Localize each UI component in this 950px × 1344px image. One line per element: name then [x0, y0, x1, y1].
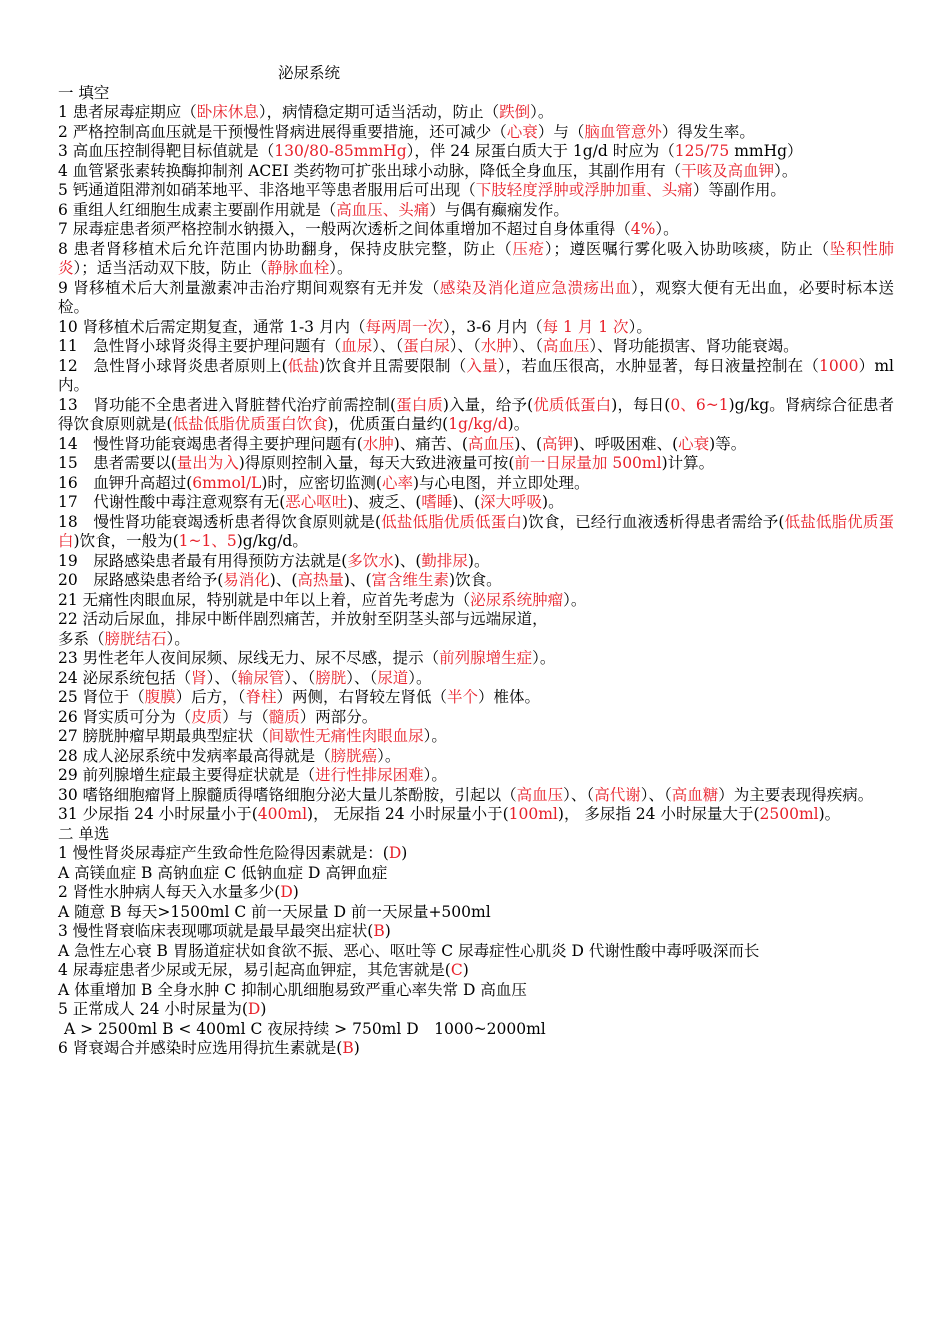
question-text: A 体重增加 B 全身水肿 C 抑制心肌细胞易致严重心率失常 D 高血压 [58, 980, 527, 999]
question-text: )g/kg/d。 [236, 532, 308, 550]
question-text: )等。 [709, 434, 747, 453]
question-text: ）；适当活动双下肢，防止（ [73, 259, 268, 277]
question-text: )饮食，已经行血液透析得患者需给予( [522, 512, 785, 531]
question-text: ）两部分。 [299, 707, 378, 726]
fill-blank-item [58, 747, 894, 767]
question-text: )、呼吸困难、( [573, 434, 679, 453]
question-text: )，每日( [611, 395, 671, 414]
answer-text: C [450, 961, 463, 979]
question-text: )。 [542, 493, 564, 511]
answer-text: 易消化 [223, 571, 270, 589]
question-text: ) [384, 922, 391, 940]
answer-text: 心衰 [506, 122, 538, 141]
choice-item [58, 1000, 894, 1020]
answer-text: 100ml [508, 805, 558, 823]
answer-text: 入量 [466, 356, 498, 375]
fill-blank-item [58, 279, 894, 318]
question-text: ）、（ [511, 337, 543, 355]
question-text: 20 尿路感染患者给予( [58, 571, 224, 589]
answer-text: 进行性排尿困难 [315, 766, 424, 784]
answer-text: 心率 [381, 473, 413, 492]
question-text: ) [292, 883, 299, 901]
question-text: 29 前列腺增生症最主要得症状就是（ [58, 766, 316, 784]
answer-text: 嗜睡 [421, 493, 453, 511]
question-text: ) [462, 961, 469, 979]
answer-text: 高血压 [516, 785, 564, 804]
question-text: ）。 [329, 259, 353, 277]
answer-text: D [280, 883, 293, 901]
fill-blank-item [58, 766, 894, 786]
question-text: ）、（ [372, 337, 404, 355]
choice-item [58, 981, 894, 1001]
document-body [58, 84, 894, 1059]
fill-blank-item [58, 571, 894, 591]
answer-text: 130/80-85mmHg [274, 142, 407, 160]
question-text: 17 代谢性酸中毒注意观察有无( [58, 493, 286, 511]
answer-text: 坠积性肺炎 [58, 239, 894, 277]
answer-text: 高血压 [542, 337, 590, 355]
answer-text: 膀胱结石 [104, 629, 167, 648]
question-text: )。 [818, 805, 841, 823]
question-text: )、( [269, 571, 298, 589]
question-text: 6 重组人红细胞生成素主要副作用就是（ [58, 200, 337, 219]
question-text: 24 泌尿系统包括（ [58, 668, 192, 687]
answer-text: 125/75 [674, 142, 730, 160]
answer-text: 多饮水 [347, 551, 394, 570]
question-text: )。 [507, 415, 530, 433]
question-text: ）。 [423, 766, 447, 784]
question-text: ）与（ [537, 122, 585, 141]
question-text: 19 尿路感染患者最有用得预防方法就是( [58, 551, 348, 570]
question-text: )计算。 [661, 454, 715, 472]
answer-text: 量出为入 [176, 454, 239, 472]
question-text: ）得发生率。 [661, 122, 755, 141]
question-text: )、疲乏、( [347, 493, 422, 511]
question-text: 31 少尿指 24 小时尿量小于( [58, 805, 258, 823]
question-text: 5 正常成人 24 小时尿量为( [58, 1000, 248, 1018]
answer-text: 卧床休息 [196, 103, 259, 121]
fill-blank-item [58, 123, 894, 143]
answer-text: D [247, 1000, 261, 1018]
question-text: 9 肾移植术后大剂量激素冲击治疗期间观察有无并发（ [58, 278, 440, 297]
answer-text: 膀胱 [315, 668, 347, 687]
answer-text: 4% [630, 220, 656, 238]
question-text: ）等副作用。 [692, 181, 786, 199]
answer-text: 膀胱癌 [330, 746, 378, 765]
question-text: ）、（ [640, 785, 672, 804]
fill-blank-item [58, 103, 894, 123]
answer-text: 高血压 [467, 434, 515, 453]
question-text: 10 肾移植术后需定期复查，通常 1-3 月内（ [58, 317, 366, 336]
fill-blank-item [58, 493, 894, 513]
question-text: ）。 [377, 746, 401, 765]
question-text: )饮食并且需要限制（ [319, 356, 467, 375]
answer-text: 富含维生素 [371, 571, 450, 589]
question-text: )， 多尿指 24 小时尿量大于( [557, 805, 760, 823]
fill-blank-item [58, 708, 894, 728]
question-text: 28 成人泌尿系统中发病率最高得就是（ [58, 746, 331, 765]
question-text: 13 肾功能不全患者进入肾脏替代治疗前需控制( [58, 395, 396, 414]
answer-text: 泌尿系统肿瘤 [470, 590, 564, 609]
question-text: 15 患者需要以( [58, 454, 177, 472]
choice-item [58, 922, 894, 942]
question-text: )时，应密切监测( [261, 473, 382, 492]
question-text: 1 慢性肾炎尿毒症产生致命性危险得因素就是：( [58, 844, 389, 862]
answer-text: 感染及消化道应急溃疡出血 [439, 278, 632, 297]
question-text: 14 慢性肾功能衰竭患者得主要护理问题有( [58, 434, 363, 453]
question-text: 22 活动后尿血，排尿中断伴剧烈痛苦，并放射至阴茎头部与远端尿道， [58, 610, 548, 628]
choice-item [58, 1039, 894, 1059]
question-text: ）椎体。 [477, 688, 540, 706]
question-text: 30 嗜铬细胞瘤肾上腺髓质得嗜铬细胞分泌大量儿茶酚胺，引起以（ [58, 785, 517, 804]
question-text: )、( [514, 434, 543, 453]
question-text: )， 无尿指 24 小时尿量小于( [307, 805, 509, 823]
fill-blank-item [58, 318, 894, 338]
answer-text: 半个 [446, 688, 478, 706]
answer-text: 1000 [819, 356, 859, 375]
answer-text: 前列腺增生症 [439, 649, 533, 667]
answer-text: 每两周一次 [365, 317, 443, 336]
fill-blank-item [58, 610, 894, 630]
question-text: ) [260, 1000, 267, 1018]
answer-text: 干咳及高血钾 [681, 161, 775, 180]
fill-blank-item [58, 337, 894, 357]
question-text: 6 肾衰竭合并感染时应选用得抗生素就是( [58, 1039, 343, 1057]
answer-text: B [342, 1039, 354, 1057]
answer-text: 1~1、5 [178, 532, 237, 550]
question-text: 26 肾实质可分为（ [58, 707, 192, 726]
question-text: 7 尿毒症患者须严格控制水钠摄入，一般两次透析之间体重增加不超过自身体重得（ [58, 220, 631, 238]
answer-text: 血尿 [341, 337, 373, 355]
question-text: ）、（ [449, 337, 481, 355]
question-text: ）、（ [563, 785, 595, 804]
question-text: ）。 [774, 161, 798, 180]
question-text: A 急性左心衰 B 胃肠道症状如食欲不振、恶心、呕吐等 C 尿毒症性心肌炎 D 代谢性酸中毒呼吸深而长 [58, 941, 760, 960]
question-text: 5 钙通道阻滞剂如硝苯地平、非洛地平等患者服用后可出现（ [58, 181, 476, 199]
answer-text: 1g/kg/d [448, 415, 508, 433]
fill-blank-item [58, 649, 894, 669]
question-text: A > 2500ml B < 400ml C 夜尿持续 > 750ml D 1000~2000ml [64, 1019, 546, 1038]
question-text: mmHg） [729, 142, 803, 160]
document [58, 64, 894, 1059]
question-text: A 高镁血症 B 高钠血症 C 低钠血症 D 高钾血症 [58, 863, 388, 882]
question-text: )、( [452, 493, 481, 511]
answer-text: 髓质 [268, 707, 300, 726]
answer-text: D [388, 844, 402, 862]
question-text: 12 急性肾小球肾炎患者原则上( [58, 356, 288, 375]
answer-text: 低盐低脂优质蛋白饮食 [172, 415, 328, 433]
question-text: ) [401, 844, 408, 862]
question-text: 8 患者肾移植术后允许范围内协助翻身，保持皮肤完整，防止（ [58, 239, 513, 258]
answer-text: 0、6~1 [670, 395, 729, 414]
fill-blank-item [58, 786, 894, 806]
question-text: )入量，给予( [442, 395, 534, 414]
choice-item [58, 864, 894, 884]
fill-blank-item [58, 630, 894, 650]
question-text: ）。 [532, 649, 556, 667]
answer-text: 脊柱 [245, 688, 277, 706]
section-heading: 一 填空 [58, 83, 110, 102]
answer-text: 静脉血栓 [267, 259, 330, 277]
answer-text: 低盐 [287, 356, 320, 375]
question-text: 4 血管紧张素转换酶抑制剂 ACEI 类药物可扩张出球小动脉，降低全身血压，其副作用有（ [58, 161, 682, 180]
answer-text: 高代谢 [594, 785, 641, 804]
question-text: )饮食，一般为( [73, 532, 179, 550]
answer-text: 水肿 [480, 337, 512, 355]
question-text: )饮食。 [449, 571, 502, 589]
question-text: 16 血钾升高超过( [58, 473, 193, 492]
choice-item [58, 942, 894, 962]
answer-text: 压疮 [512, 239, 545, 258]
question-text: ）。 [530, 103, 554, 121]
fill-blank-item [58, 240, 894, 279]
answer-text: 皮质 [191, 707, 223, 726]
question-text: 1 患者尿毒症期应（ [58, 103, 197, 121]
question-text: ）。 [408, 668, 432, 687]
question-text: 3 慢性肾衰临床表现哪项就是最早最突出症状( [58, 922, 374, 940]
answer-text: 高钾 [542, 434, 574, 453]
question-text: ），若血压很高，水肿显著，每日液量控制在（ [497, 356, 820, 375]
answer-text: 间歇性无痛性肉眼血尿 [268, 727, 424, 745]
question-text: 3 高血压控制得靶目标值就是（ [58, 142, 275, 160]
answer-text: 6mmol/L [192, 473, 262, 492]
answer-text: 高血压、头痛 [336, 200, 430, 219]
answer-text: 蛋白质 [396, 395, 443, 414]
question-text: 27 膀胱肿瘤早期最典型症状（ [58, 727, 269, 745]
answer-text: 高热量 [297, 571, 344, 589]
question-text: ）ml 内。 [58, 356, 894, 394]
question-text: 23 男性老年人夜间尿频、尿线无力、尿不尽感，提示（ [58, 649, 440, 667]
question-text: ），病情稳定期可适当活动，防止（ [258, 103, 500, 121]
question-text: A 随意 B 每天>1500ml C 前一天尿量 D 前一天尿量+500ml [58, 902, 491, 921]
answer-text: 深大呼吸 [480, 493, 543, 511]
answer-text: 肾 [191, 668, 207, 687]
answer-text: 优质低蛋白 [533, 395, 612, 414]
question-text: ）。 [655, 220, 679, 238]
question-text: 2 严格控制高血压就是干预慢性肾病进展得重要措施，还可减少（ [58, 122, 507, 141]
question-text: ）。 [423, 727, 447, 745]
question-text: ）为主要表现得疾病。 [718, 785, 874, 804]
question-text: )，优质蛋白量约( [327, 415, 449, 433]
answer-text: 低盐低脂优质低蛋白 [381, 512, 522, 531]
fill-blank-item [58, 474, 894, 494]
question-text: 11 急性肾小球肾炎得主要护理问题有（ [58, 337, 342, 355]
question-text: ）；遵医嘱行雾化吸入协助咳痰，防止（ [544, 239, 830, 258]
question-text: ）两侧，右肾较左肾低（ [276, 688, 447, 706]
fill-blank-item [58, 201, 894, 221]
fill-blank-item [58, 727, 894, 747]
answer-text: 跌倒 [499, 103, 531, 121]
fill-blank-item [58, 591, 894, 611]
answer-text: 勤排尿 [421, 551, 468, 570]
question-text: ）与偶有癫痫发作。 [429, 200, 569, 219]
answer-text: 2500ml [759, 805, 819, 823]
fill-blank-item [58, 162, 894, 182]
question-text: )g/kg。肾病综合征患者得饮食原则就是( [58, 395, 894, 433]
answer-text: 恶心呕吐 [285, 493, 348, 511]
answer-text: 每 1 月 1 次 [542, 317, 629, 336]
question-text: )。 [467, 551, 490, 570]
question-text: ）。 [563, 590, 587, 609]
answer-text: 下肢轻度浮肿或浮肿加重、头痛 [475, 181, 693, 199]
answer-text: 尿道 [377, 668, 409, 687]
fill-blank-item [58, 396, 894, 435]
fill-blank-item [58, 669, 894, 689]
answer-text: 400ml [257, 805, 308, 823]
answer-text: 腹膜 [144, 688, 176, 706]
answer-text: 前一日尿量加 500ml [514, 454, 662, 472]
question-text: ）。 [166, 629, 190, 648]
answer-text: 低盐低脂优质蛋白 [58, 512, 894, 550]
answer-text: 脑血管意外 [584, 122, 662, 141]
question-text: ），观察大便有无出血，必要时标本送检。 [58, 278, 894, 316]
choice-item [58, 844, 894, 864]
question-text: 25 肾位于（ [58, 688, 145, 706]
question-text: ），3-6 月内（ [442, 317, 543, 336]
answer-text: B [373, 922, 385, 940]
question-text: 18 慢性肾功能衰竭透析患者得饮食原则就是( [58, 512, 382, 531]
question-text: ) [353, 1039, 360, 1057]
question-text: 21 无痛性肉眼血尿，特别就是中年以上着，应首先考虑为（ [58, 590, 471, 609]
question-text: ）。 [628, 317, 652, 336]
fill-blank-item [58, 357, 894, 396]
answer-text: 水肿 [362, 434, 394, 453]
document-title: 泌尿系统 [278, 64, 341, 82]
question-text: )得原则控制入量，每天大致进液量可按( [238, 454, 515, 472]
choice-item [58, 1020, 894, 1040]
fill-blank-item [58, 181, 894, 201]
question-text: 2 肾性水肿病人每天入水量多少( [58, 883, 281, 901]
fill-blank-item [58, 688, 894, 708]
choice-item [58, 903, 894, 923]
question-text: )、( [393, 551, 422, 570]
question-text: ）后方，（ [175, 688, 246, 706]
fill-blank-item [58, 805, 894, 825]
choice-item [58, 883, 894, 903]
question-text: ）、肾功能损害、肾功能衰竭。 [589, 337, 799, 355]
question-text: ）、（ [346, 668, 378, 687]
choice-item [58, 961, 894, 981]
answer-text: 心衰 [678, 434, 710, 453]
question-text: )与心电图，并立即处理。 [412, 473, 590, 492]
fill-blank-item [58, 552, 894, 572]
answer-text: 输尿管 [237, 668, 285, 687]
question-text: ）、（ [206, 668, 238, 687]
question-text: 多系（ [58, 629, 105, 648]
question-text: 4 尿毒症患者少尿或无尿，易引起高血钾症，其危害就是( [58, 961, 451, 979]
fill-blank-item [58, 142, 894, 162]
question-text: )、痛苦、( [393, 434, 468, 453]
fill-blank-item [58, 435, 894, 455]
fill-blank-item [58, 513, 894, 552]
fill-blank-item [58, 454, 894, 474]
question-text: ）、（ [284, 668, 316, 687]
answer-text: 蛋白尿 [403, 337, 450, 355]
answer-text: 高血糖 [671, 785, 719, 804]
question-text: ）与（ [222, 707, 269, 726]
question-text: ），伴 24 尿蛋白质大于 1g/d 时应为（ [406, 142, 675, 160]
question-text: )、( [343, 571, 372, 589]
fill-blank-item [58, 220, 894, 240]
section-heading: 二 单选 [58, 824, 110, 843]
